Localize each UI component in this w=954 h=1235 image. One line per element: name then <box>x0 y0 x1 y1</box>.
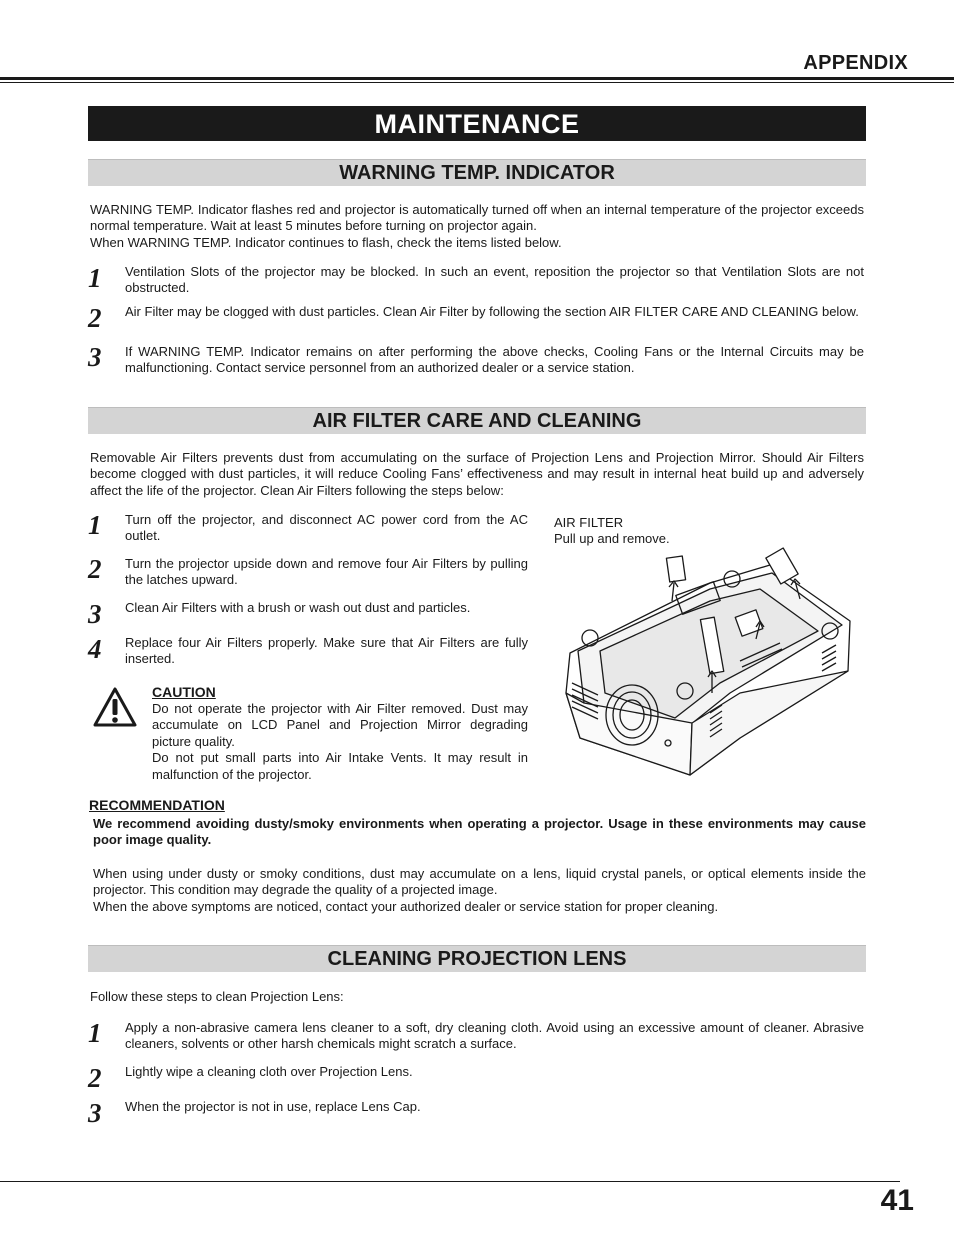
recommendation-title: RECOMMENDATION <box>89 797 225 813</box>
warning-step-number: 2 <box>88 303 102 333</box>
header-rule <box>0 77 954 80</box>
warning-temp-heading: WARNING TEMP. INDICATOR <box>88 159 866 186</box>
air-filter-step-text: Turn the projector upside down and remove four Air Filters by pulling the latches upward. <box>125 556 528 588</box>
recommendation-body <box>93 866 866 915</box>
air-filter-step-number: 3 <box>88 599 102 629</box>
lens-step-number: 3 <box>88 1098 102 1128</box>
caution-text-1: Do not operate the projector with Air Filter removed. Dust may accumulate on LCD Panel and Projection Mirror degrading picture quality. <box>152 701 528 749</box>
figure-label-pull-up: Pull up and remove. <box>554 531 670 547</box>
warning-step-number: 3 <box>88 342 102 372</box>
lens-heading: CLEANING PROJECTION LENS <box>88 945 866 972</box>
figure-label-air-filter: AIR FILTER <box>554 515 624 530</box>
lens-step-text: When the projector is not in use, replace Lens Cap. <box>125 1099 421 1114</box>
lens-step-text: Lightly wipe a cleaning cloth over Projection Lens. <box>125 1064 413 1079</box>
lens-step-number: 2 <box>88 1063 102 1093</box>
air-filter-step-number: 2 <box>88 554 102 584</box>
recommendation-text-2: When the above symptoms are noticed, contact your authorized dealer or service station for proper cleaning. <box>93 898 719 914</box>
appendix-label: APPENDIX <box>803 52 908 74</box>
header-rule-thin <box>0 82 954 83</box>
lens-intro: Follow these steps to clean Projection Lens: <box>90 989 344 1004</box>
air-filter-intro: Removable Air Filters prevents dust from accumulating on the surface of Projection Lens and Projection Mirror. Should Air Filters become clogged with dust particles, it will reduce Cooling Fans’ effectiveness and may result in internal heat build up and adversely affect the life of the projector. Clean Air Filters following the steps below: <box>90 450 864 498</box>
air-filter-step-text: Clean Air Filters with a brush or wash out dust and particles. <box>125 600 471 615</box>
warning-step-text: Air Filter may be clogged with dust particles. Clean Air Filter by following the section AIR FILTER CARE AND CLEANING below. <box>125 304 859 319</box>
footer-rule <box>0 1181 900 1182</box>
warning-triangle-icon <box>92 686 138 728</box>
air-filter-step-number: 4 <box>88 634 102 664</box>
warning-step-text: If WARNING TEMP. Indicator remains on after performing the above checks, Cooling Fans or the Internal Circuits may be malfunctioning. Contact service personnel from an authorized dealer or a service station. <box>125 344 864 376</box>
warning-step-text: Ventilation Slots of the projector may be blocked. In such an event, reposition the projector so that Ventilation Slots are not obstructed. <box>125 264 864 296</box>
page-number: 41 <box>880 1184 914 1217</box>
warning-step-number: 1 <box>88 263 102 293</box>
caution-text-2: Do not put small parts into Air Intake Vents. It may result in malfunction of the projector. <box>152 750 528 782</box>
projector-illustration <box>560 543 860 781</box>
warning-temp-intro-1: WARNING TEMP. Indicator flashes red and projector is automatically turned off when an internal temperature of the projector exceeds normal temperature. Wait at least 5 minutes before turning on projector again. <box>90 202 864 234</box>
air-filter-step-text: Replace four Air Filters properly. Make sure that Air Filters are fully inserted. <box>125 635 528 667</box>
lens-step-text: Apply a non-abrasive camera lens cleaner to a soft, dry cleaning cloth. Avoid using an excessive amount of cleaner. Abrasive cleaners, solvents or other harsh chemicals might scratch a surface. <box>125 1020 864 1052</box>
page-title: MAINTENANCE <box>88 106 866 141</box>
recommendation-text-1: When using under dusty or smoky conditions, dust may accumulate on a lens, liquid crystal panels, or optical elements inside the projector. This condition may degrade the quality of a projected image. <box>93 866 866 898</box>
air-filter-heading: AIR FILTER CARE AND CLEANING <box>88 407 866 434</box>
lens-step-number: 1 <box>88 1018 102 1048</box>
caution-body <box>152 701 528 783</box>
air-filter-step-number: 1 <box>88 510 102 540</box>
recommendation-bold-text: We recommend avoiding dusty/smoky environments when operating a projector. Usage in these environments may cause poor image quality. <box>93 816 866 848</box>
warning-temp-intro-2: When WARNING TEMP. Indicator continues to flash, check the items listed below. <box>90 234 562 250</box>
caution-title: CAUTION <box>152 684 216 700</box>
air-filter-step-text: Turn off the projector, and disconnect AC power cord from the AC outlet. <box>125 512 528 544</box>
warning-temp-intro <box>90 202 864 251</box>
